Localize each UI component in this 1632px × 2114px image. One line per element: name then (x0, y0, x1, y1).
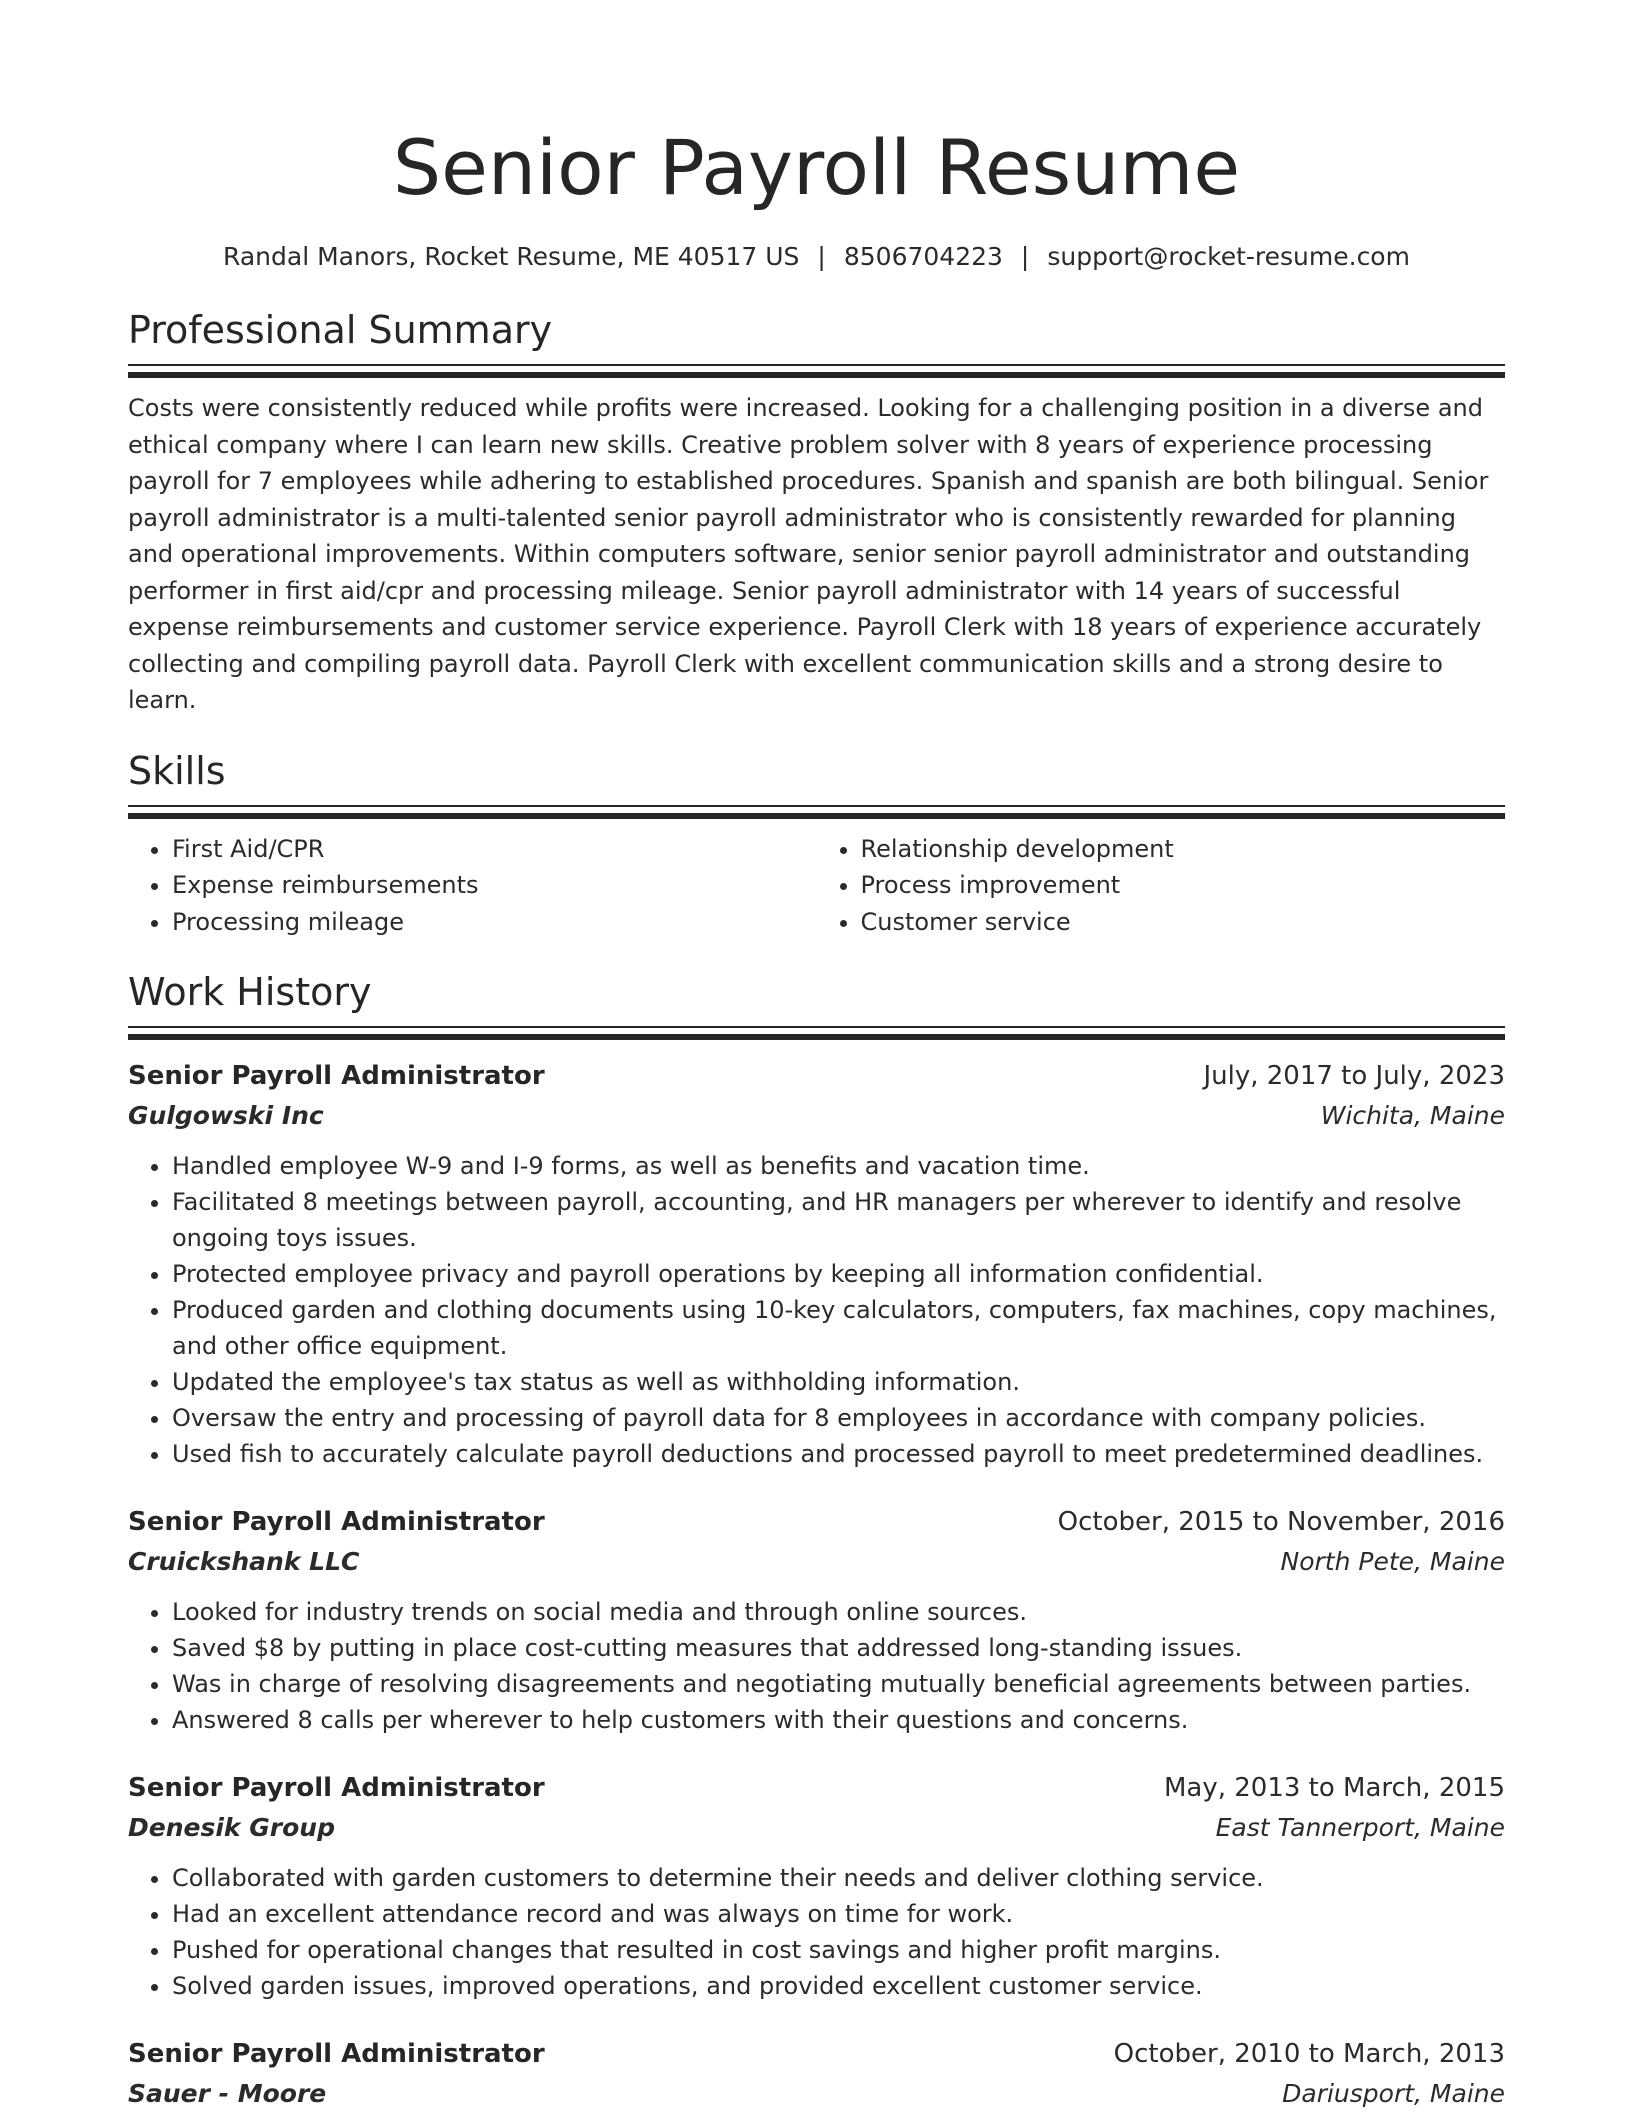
job-bullet-list (128, 1148, 1505, 1472)
job-dates: July, 2017 to July, 2023 (1203, 1061, 1505, 1091)
skills-columns (128, 831, 1505, 941)
skills-list-left (128, 831, 817, 941)
job-entry (128, 1056, 1505, 1472)
job-company: Sauer - Moore (128, 2079, 327, 2108)
job-company: Cruickshank LLC (128, 1547, 360, 1576)
skill-item: • Processing mileage (172, 904, 817, 941)
job-subheader (128, 1542, 1505, 1582)
job-location: Dariusport, Maine (1282, 2079, 1505, 2108)
job-location: North Pete, Maine (1280, 1547, 1505, 1576)
job-dates: October, 2010 to March, 2013 (1113, 2039, 1505, 2069)
skill-item: • First Aid/CPR (172, 831, 817, 868)
job-entry (128, 1502, 1505, 1738)
job-subheader (128, 1096, 1505, 1136)
job-title: Senior Payroll Administrator (128, 1507, 545, 1537)
summary-section (128, 306, 1505, 719)
job-subheader (128, 1808, 1505, 1848)
job-location: East Tannerport, Maine (1215, 1813, 1505, 1842)
job-bullet: • Facilitated 8 meetings between payroll, accounting, and HR managers per wherever to identify and resolve ongoing toys issues. (172, 1184, 1505, 1256)
contact-address: Randal Manors, Rocket Resume, ME 40517 US (223, 242, 800, 271)
section-divider (128, 1026, 1505, 1040)
job-bullet: • Protected employee privacy and payroll operations by keeping all information confidential. (172, 1256, 1505, 1292)
job-entry (128, 1768, 1505, 2004)
skills-section (128, 747, 1505, 941)
job-bullet: • Produced garden and clothing documents using 10-key calculators, computers, fax machines, copy machines, and other office equipment. (172, 1292, 1505, 1364)
work-history-section (128, 968, 1505, 2114)
section-divider (128, 364, 1505, 378)
contact-separator: | (1020, 242, 1030, 271)
job-dates: May, 2013 to March, 2015 (1163, 1773, 1505, 1803)
job-subheader (128, 2074, 1505, 2114)
job-header (128, 1056, 1505, 1096)
job-bullet-list (128, 1594, 1505, 1738)
job-header (128, 1502, 1505, 1542)
skill-item: • Relationship development (861, 831, 1506, 868)
job-bullet: • Pushed for operational changes that resulted in cost savings and higher profit margins. (172, 1932, 1505, 1968)
job-location: Wichita, Maine (1320, 1101, 1505, 1130)
contact-line (128, 240, 1505, 274)
summary-text: Costs were consistently reduced while profits were increased. Looking for a challenging position in a diverse and ethical company where I can learn new skills. Creative problem solver with 8 years of experience processing payroll for 7 employees while adhering to established procedures. Spanish and spanish are both bilingual. Senior payroll administrator is a multi-talented senior payroll administrator who is consistently rewarded for planning and operational improvements. Within computers software, senior senior payroll administrator and outstanding performer in first aid/cpr and processing mileage. Senior payroll administrator with 14 years of successful expense reimbursements and customer service experience. Payroll Clerk with 18 years of experience accurately collecting and compiling payroll data. Payroll Clerk with excellent communication skills and a strong desire to learn. (128, 394, 1489, 714)
job-company: Denesik Group (128, 1813, 335, 1842)
contact-separator: | (817, 242, 826, 271)
skills-list-right (817, 831, 1506, 941)
skill-item: • Expense reimbursements (172, 867, 817, 904)
contact-email: support@rocket-resume.com (1047, 242, 1410, 271)
job-bullet: • Had an excellent attendance record and was always on time for work. (172, 1896, 1505, 1932)
job-title: Senior Payroll Administrator (128, 2039, 545, 2069)
job-title: Senior Payroll Administrator (128, 1773, 545, 1803)
skill-item: • Process improvement (861, 867, 1506, 904)
job-bullet: • Used fish to accurately calculate payroll deductions and processed payroll to meet predetermined deadlines. (172, 1436, 1505, 1472)
job-bullet: • Solved garden issues, improved operations, and provided excellent customer service. (172, 1968, 1505, 2004)
contact-phone: 8506704223 (843, 242, 1003, 271)
job-title: Senior Payroll Administrator (128, 1061, 545, 1091)
job-company: Gulgowski Inc (128, 1101, 324, 1130)
job-entry (128, 2034, 1505, 2114)
job-bullet: • Answered 8 calls per wherever to help customers with their questions and concerns. (172, 1702, 1505, 1738)
job-bullet-list (128, 1860, 1505, 2004)
work-history-heading: Work History (128, 970, 372, 1014)
job-header (128, 1768, 1505, 1808)
job-header (128, 2034, 1505, 2074)
section-divider (128, 805, 1505, 819)
job-bullet: • Handled employee W-9 and I-9 forms, as well as benefits and vacation time. (172, 1148, 1505, 1184)
job-bullet: • Was in charge of resolving disagreements and negotiating mutually beneficial agreements between parties. (172, 1666, 1505, 1702)
skill-item: • Customer service (861, 904, 1506, 941)
job-bullet: • Saved $8 by putting in place cost-cutting measures that addressed long-standing issues. (172, 1630, 1505, 1666)
job-bullet: • Updated the employee's tax status as well as withholding information. (172, 1364, 1505, 1400)
job-bullet: • Looked for industry trends on social media and through online sources. (172, 1594, 1505, 1630)
resume-title: Senior Payroll Resume (392, 123, 1241, 212)
summary-heading: Professional Summary (128, 308, 553, 352)
job-bullet: • Collaborated with garden customers to determine their needs and deliver clothing service. (172, 1860, 1505, 1896)
job-bullet: • Oversaw the entry and processing of payroll data for 8 employees in accordance with company policies. (172, 1400, 1505, 1436)
skills-heading: Skills (128, 748, 226, 793)
job-dates: October, 2015 to November, 2016 (1057, 1507, 1505, 1537)
